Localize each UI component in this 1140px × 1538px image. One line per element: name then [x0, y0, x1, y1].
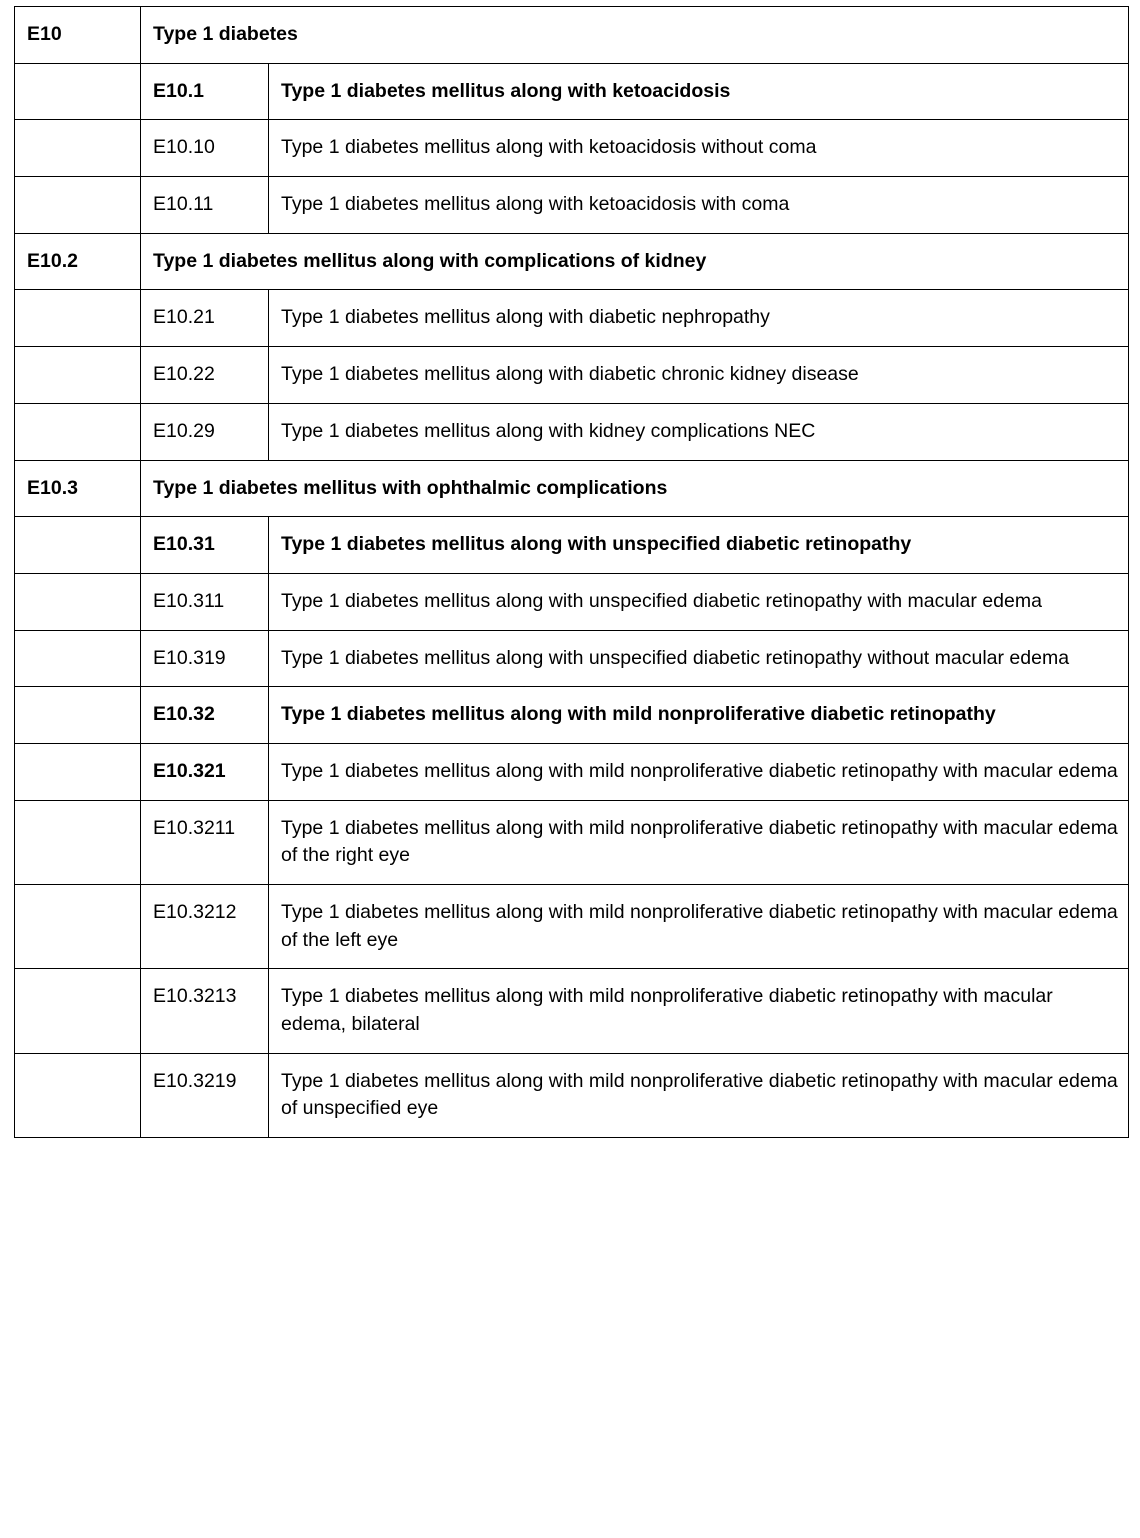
- table-row: [15, 63, 1129, 120]
- category-description-cell: Type 1 diabetes: [141, 7, 1129, 64]
- sub-code-cell: E10.1: [141, 63, 269, 120]
- table-row: [15, 460, 1129, 517]
- description-cell: Type 1 diabetes mellitus along with mild nonproliferative diabetic retinopathy with macular edema of the left eye: [269, 885, 1129, 969]
- description-cell: Type 1 diabetes mellitus along with diabetic nephropathy: [269, 290, 1129, 347]
- table-row: [15, 573, 1129, 630]
- table-row: [15, 177, 1129, 234]
- sub-code-cell: E10.11: [141, 177, 269, 234]
- description-cell: Type 1 diabetes mellitus along with kidney complications NEC: [269, 403, 1129, 460]
- empty-cell: [15, 687, 141, 744]
- sub-code-cell: E10.22: [141, 347, 269, 404]
- table-row: [15, 687, 1129, 744]
- description-cell: Type 1 diabetes mellitus along with unspecified diabetic retinopathy with macular edema: [269, 573, 1129, 630]
- description-cell: Type 1 diabetes mellitus along with mild nonproliferative diabetic retinopathy: [269, 687, 1129, 744]
- sub-code-cell: E10.32: [141, 687, 269, 744]
- category-code-cell: E10: [15, 7, 141, 64]
- empty-cell: [15, 630, 141, 687]
- empty-cell: [15, 573, 141, 630]
- description-cell: Type 1 diabetes mellitus along with ketoacidosis: [269, 63, 1129, 120]
- table-row: [15, 630, 1129, 687]
- description-cell: Type 1 diabetes mellitus along with mild nonproliferative diabetic retinopathy with macular edema, bilateral: [269, 969, 1129, 1053]
- table-row: [15, 800, 1129, 884]
- description-cell: Type 1 diabetes mellitus along with ketoacidosis without coma: [269, 120, 1129, 177]
- table-row: [15, 347, 1129, 404]
- table-row: [15, 517, 1129, 574]
- table-row: [15, 743, 1129, 800]
- category-description-cell: Type 1 diabetes mellitus along with complications of kidney: [141, 233, 1129, 290]
- empty-cell: [15, 120, 141, 177]
- sub-code-cell: E10.31: [141, 517, 269, 574]
- sub-code-cell: E10.21: [141, 290, 269, 347]
- sub-code-cell: E10.3219: [141, 1053, 269, 1137]
- table-row: [15, 7, 1129, 64]
- sub-code-cell: E10.3213: [141, 969, 269, 1053]
- sub-code-cell: E10.29: [141, 403, 269, 460]
- description-cell: Type 1 diabetes mellitus along with unspecified diabetic retinopathy: [269, 517, 1129, 574]
- empty-cell: [15, 800, 141, 884]
- category-code-cell: E10.3: [15, 460, 141, 517]
- sub-code-cell: E10.3212: [141, 885, 269, 969]
- category-code-cell: E10.2: [15, 233, 141, 290]
- empty-cell: [15, 885, 141, 969]
- table-row: [15, 403, 1129, 460]
- sub-code-cell: E10.311: [141, 573, 269, 630]
- sub-code-cell: E10.3211: [141, 800, 269, 884]
- sub-code-cell: E10.319: [141, 630, 269, 687]
- table-row: [15, 969, 1129, 1053]
- empty-cell: [15, 969, 141, 1053]
- empty-cell: [15, 290, 141, 347]
- empty-cell: [15, 1053, 141, 1137]
- description-cell: Type 1 diabetes mellitus along with mild nonproliferative diabetic retinopathy with macular edema of unspecified eye: [269, 1053, 1129, 1137]
- sub-code-cell: E10.321: [141, 743, 269, 800]
- icd10-code-table: [14, 6, 1129, 1138]
- table-row: [15, 233, 1129, 290]
- table-row: [15, 1053, 1129, 1137]
- description-cell: Type 1 diabetes mellitus along with mild nonproliferative diabetic retinopathy with macular edema of the right eye: [269, 800, 1129, 884]
- empty-cell: [15, 403, 141, 460]
- table-row: [15, 290, 1129, 347]
- empty-cell: [15, 743, 141, 800]
- category-description-cell: Type 1 diabetes mellitus with ophthalmic complications: [141, 460, 1129, 517]
- description-cell: Type 1 diabetes mellitus along with mild nonproliferative diabetic retinopathy with macular edema: [269, 743, 1129, 800]
- table-row: [15, 885, 1129, 969]
- description-cell: Type 1 diabetes mellitus along with unspecified diabetic retinopathy without macular edema: [269, 630, 1129, 687]
- empty-cell: [15, 347, 141, 404]
- table-body: [15, 7, 1129, 1138]
- description-cell: Type 1 diabetes mellitus along with ketoacidosis with coma: [269, 177, 1129, 234]
- empty-cell: [15, 517, 141, 574]
- sub-code-cell: E10.10: [141, 120, 269, 177]
- table-row: [15, 120, 1129, 177]
- description-cell: Type 1 diabetes mellitus along with diabetic chronic kidney disease: [269, 347, 1129, 404]
- empty-cell: [15, 177, 141, 234]
- empty-cell: [15, 63, 141, 120]
